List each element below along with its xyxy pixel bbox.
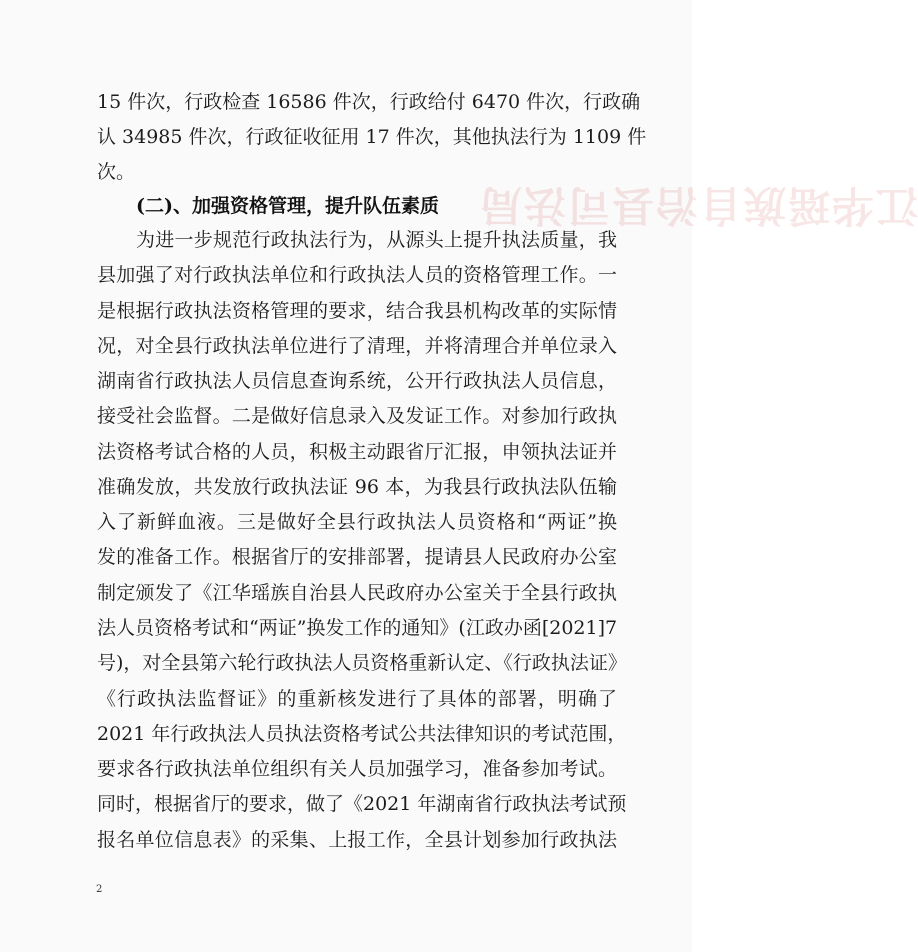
paragraph-line-7: 法资格考试合格的人员，积极主动跟省厅汇报，申领执法证并 bbox=[97, 441, 617, 463]
paragraph-line-5: 湖南省行政执法人员信息查询系统，公开行政执法人员信息， bbox=[97, 370, 617, 392]
paragraph-line-8: 准确发放，共发放行政执法证 96 本，为我县行政执法队伍输 bbox=[97, 476, 617, 498]
paragraph-line-17: 同时，根据省厅的要求，做了《2021 年湖南省行政执法考试预 bbox=[97, 793, 627, 815]
paragraph-line-4: 况，对全县行政执法单位进行了清理，并将清理合并单位录入 bbox=[97, 335, 617, 357]
section-heading: (二)、加强资格管理，提升队伍素质 bbox=[136, 195, 439, 217]
page-number: 2 bbox=[96, 884, 103, 895]
continuation-line-1: 15 件次，行政检查 16586 件次，行政给付 6470 件次，行政确 bbox=[97, 91, 641, 113]
paragraph-line-6: 接受社会监督。二是做好信息录入及发证工作。对参加行政执 bbox=[97, 405, 617, 427]
continuation-line-2: 认 34985 件次，行政征收征用 17 件次，其他执法行为 1109 件 bbox=[97, 126, 647, 148]
paragraph-line-18: 报名单位信息表》的采集、上报工作，全县计划参加行政执法 bbox=[97, 829, 617, 851]
paragraph-line-13: 号)，对全县第六轮行政执法人员资格重新认定、《行政执法证》 bbox=[97, 652, 627, 674]
paragraph-line-3: 是根据行政执法资格管理的要求，结合我县机构改革的实际情 bbox=[97, 300, 617, 322]
paragraph-line-1: 为进一步规范行政执法行为，从源头上提升执法质量，我 bbox=[136, 229, 617, 251]
paragraph-line-10: 发的准备工作。根据省厅的安排部署，提请县人民政府办公室 bbox=[97, 546, 617, 568]
paragraph-line-12: 法人员资格考试和“两证”换发工作的通知》(江政办函[2021]7 bbox=[97, 617, 618, 639]
continuation-line-3: 次。 bbox=[97, 161, 136, 183]
paragraph-line-14: 《行政执法监督证》的重新核发进行了具体的部署，明确了 bbox=[97, 688, 617, 710]
paragraph-line-16: 要求各行政执法单位组织有关人员加强学习，准备参加考试。 bbox=[97, 758, 617, 780]
paragraph-line-15: 2021 年行政执法人员执法资格考试公共法律知识的考试范围， bbox=[97, 723, 627, 745]
paragraph-line-9: 入了新鲜血液。三是做好全县行政执法人员资格和“两证”换 bbox=[97, 511, 617, 533]
paragraph-line-2: 县加强了对行政执法单位和行政执法人员的资格管理工作。一 bbox=[97, 264, 617, 286]
paragraph-line-11: 制定颁发了《江华瑶族自治县人民政府办公室关于全县行政执 bbox=[97, 582, 617, 604]
bleed-through-stamp: 江华瑶族自治县司法局 bbox=[478, 181, 918, 230]
